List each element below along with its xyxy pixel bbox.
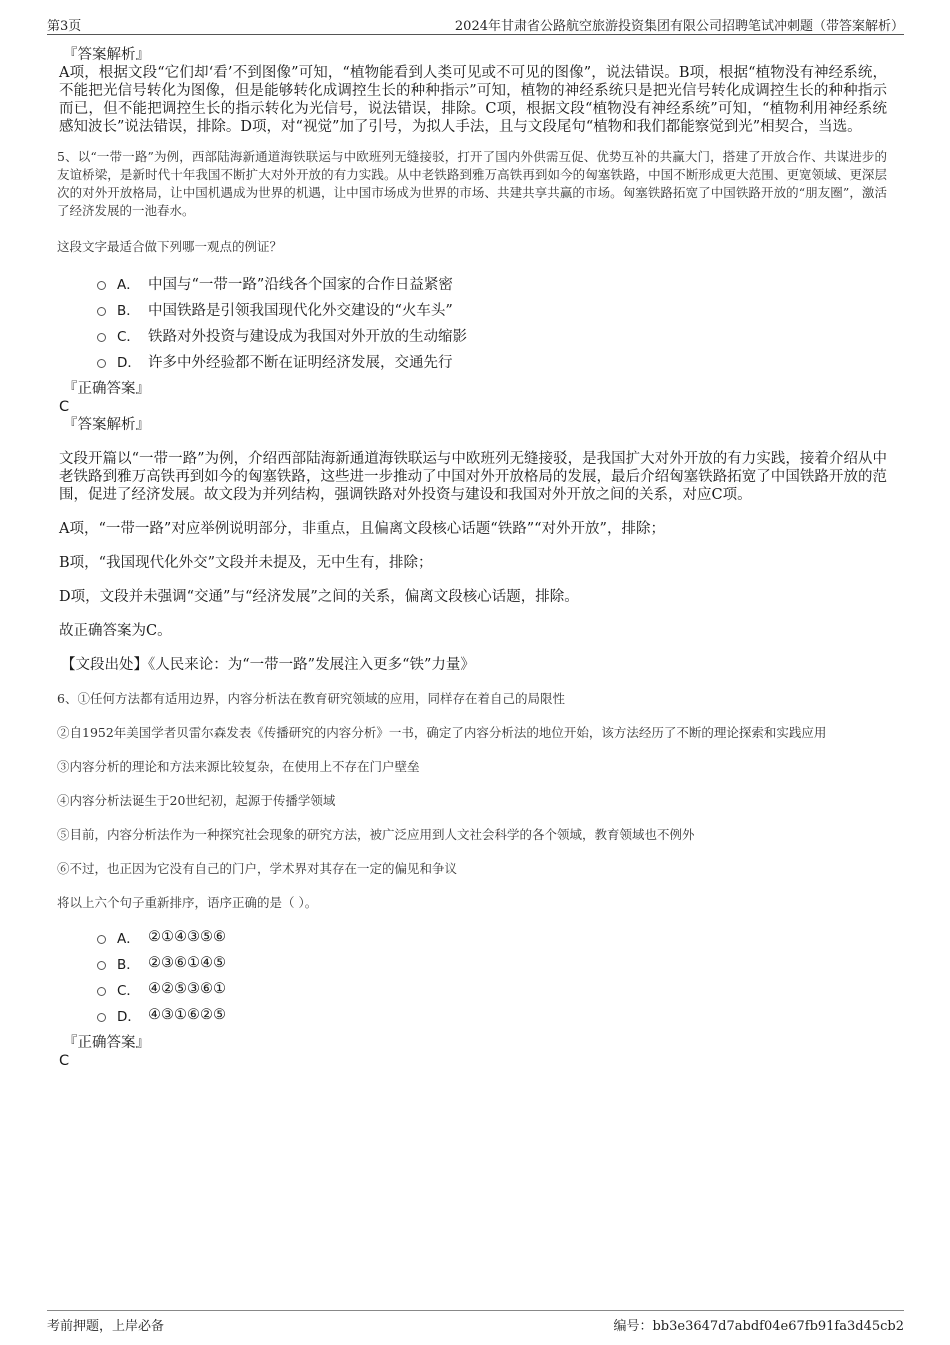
q6-option-d[interactable] [97, 1002, 887, 1028]
q5-option-b[interactable] [97, 296, 887, 322]
document-title: 2024年甘肃省公路航空旅游投资集团有限公司招聘笔试冲刺题（带答案解析） [454, 19, 904, 34]
q4-analysis-label: 『答案解析』 [63, 47, 150, 63]
option-text: ④②⑤③⑥① [148, 981, 226, 997]
q5-analysis-para-3: B项，“我国现代化外交”文段并未提及，无中生有，排除； [59, 555, 433, 571]
radio-button-icon[interactable] [97, 333, 106, 342]
q5-correct-label: 『正确答案』 [63, 381, 150, 397]
q6-sentence-3: ③内容分析的理论和方法来源比较复杂，在使用上不存在门户壁垒 [57, 759, 420, 774]
option-letter: B． [117, 303, 140, 319]
q6-correct-label: 『正确答案』 [63, 1035, 150, 1051]
page-footer [47, 1310, 904, 1334]
q5-analysis-para-2: A项，“一带一路”对应举例说明部分，非重点，且偏离文段核心话题“铁路”“对外开放”，排除； [59, 521, 665, 537]
option-letter: A． [117, 931, 140, 947]
option-letter: C． [117, 329, 140, 345]
q5-question: 这段文字最适合做下列哪一观点的例证？ [57, 239, 283, 254]
radio-button-icon[interactable] [97, 307, 106, 316]
footer-slogan: 考前押题，上岸必备 [47, 1319, 165, 1334]
q6-sentence-2: ②自1952年美国学者贝雷尔森发表《传播研究的内容分析》一书，确定了内容分析法的地位开始，该方法经历了不断的理论探索和实践应用 [57, 725, 827, 740]
q5-options [57, 270, 887, 374]
radio-button-icon[interactable] [97, 1013, 106, 1022]
option-text: 许多中外经验都不断在证明经济发展，交通先行 [148, 354, 453, 371]
q5-analysis-para-1: 文段开篇以“一带一路”为例，介绍西部陆海新通道海铁联运与中欧班列无缝接驳，是我国扩大对外开放的有力实践，接着介绍从中老铁路到雅万高铁再到如今的匈塞铁路，这些进一步推动了中国对外开放格局的发展，最后介绍匈塞铁路拓宽了中国铁路开放的范围，促进了经济发展。故文段为并列结构，强调铁路对外投资与建设和我国对外开放之间的关系，对应C项。 [59, 451, 887, 503]
q6-correct-answer: C [59, 1053, 70, 1069]
q5-option-a[interactable] [97, 270, 887, 296]
q6-sentence-4: ④内容分析法诞生于20世纪初，起源于传播学领域 [57, 793, 336, 808]
option-text: 铁路对外投资与建设成为我国对外开放的生动缩影 [148, 328, 467, 345]
page-header [47, 12, 904, 35]
radio-button-icon[interactable] [97, 935, 106, 944]
q5-analysis-para-4: D项，文段并未强调“交通”与“经济发展”之间的关系，偏离文段核心话题，排除。 [59, 589, 579, 605]
q5-option-d[interactable] [97, 348, 887, 374]
radio-button-icon[interactable] [97, 281, 106, 290]
option-text: ④③①⑥②⑤ [148, 1007, 226, 1023]
document-code: 编号：bb3e3647d7abdf04e67fb91fa3d45cb2 [613, 1319, 904, 1334]
q5-option-c[interactable] [97, 322, 887, 348]
q5-analysis-label: 『答案解析』 [63, 417, 150, 433]
radio-button-icon[interactable] [97, 961, 106, 970]
option-letter: B． [117, 957, 140, 973]
option-text: 中国铁路是引领我国现代化外交建设的“火车头” [148, 302, 453, 319]
q6-sentence-1: 6、①任何方法都有适用边界，内容分析法在教育研究领域的应用，同样存在着自己的局限性 [57, 691, 565, 706]
q6-options [57, 924, 887, 1028]
q5-stem: 5、以“一带一路”为例，西部陆海新通道海铁联运与中欧班列无缝接驳，打开了国内外供需互促、优势互补的共赢大门，搭建了开放合作、共谋进步的友谊桥梁，是新时代十年我国不断扩大对外开放的有力实践。从中老铁路到雅万高铁再到如今的匈塞铁路，中国不断形成更大范围、更宽领域、更深层次的对外开放格局，让中国机遇成为世界的机遇，让中国市场成为世界的市场、共建共享共赢的市场。匈塞铁路拓宽了中国铁路开放的“朋友圈”，激活了经济发展的一池春水。 [57, 149, 887, 218]
option-letter: D． [117, 355, 141, 371]
q6-sentence-5: ⑤目前，内容分析法作为一种探究社会现象的研究方法，被广泛应用到人文社会科学的各个领域，教育领域也不例外 [57, 827, 695, 842]
option-letter: D． [117, 1009, 141, 1025]
radio-button-icon[interactable] [97, 987, 106, 996]
q4-analysis-text: A项，根据文段“它们却‘看’不到图像”可知，“植物能看到人类可见或不可见的图像”，说法错误。B项，根据“植物没有神经系统，不能把光信号转化为图像，但是能够转化成调控生长的种种指示”可知，植物的神经系统只是把光信号转化成调控生长的种种指示而已，但不能把调控生长的指示转化为光信号，说法错误，排除。C项，根据文段“植物没有神经系统”可知，“植物利用神经系统感知波长”说法错误，排除。D项，对“视觉”加了引号，为拟人手法，且与文段尾句“植物和我们都能察觉到光”相契合，当选。 [59, 65, 887, 135]
q6-option-c[interactable] [97, 976, 887, 1002]
option-text: 中国与“一带一路”沿线各个国家的合作日益紧密 [148, 276, 453, 293]
q6-sentence-6: ⑥不过，也正因为它没有自己的门户，学术界对其存在一定的偏见和争议 [57, 861, 458, 876]
option-text: ②①④③⑤⑥ [148, 929, 226, 945]
option-text: ②③⑥①④⑤ [148, 955, 226, 971]
q6-option-a[interactable] [97, 924, 887, 950]
q5-source: 【文段出处】《人民来论：为“一带一路”发展注入更多“铁”力量》 [61, 657, 475, 673]
q5-correct-answer: C [59, 399, 70, 415]
option-letter: A． [117, 277, 140, 293]
option-letter: C． [117, 983, 140, 999]
radio-button-icon[interactable] [97, 359, 106, 368]
q6-option-b[interactable] [97, 950, 887, 976]
q6-question: 将以上六个句子重新排序，语序正确的是（ ）。 [57, 895, 318, 910]
page-content [57, 46, 887, 1070]
page-number: 第3页 [47, 19, 82, 34]
q5-analysis-para-5: 故正确答案为C。 [59, 623, 172, 639]
